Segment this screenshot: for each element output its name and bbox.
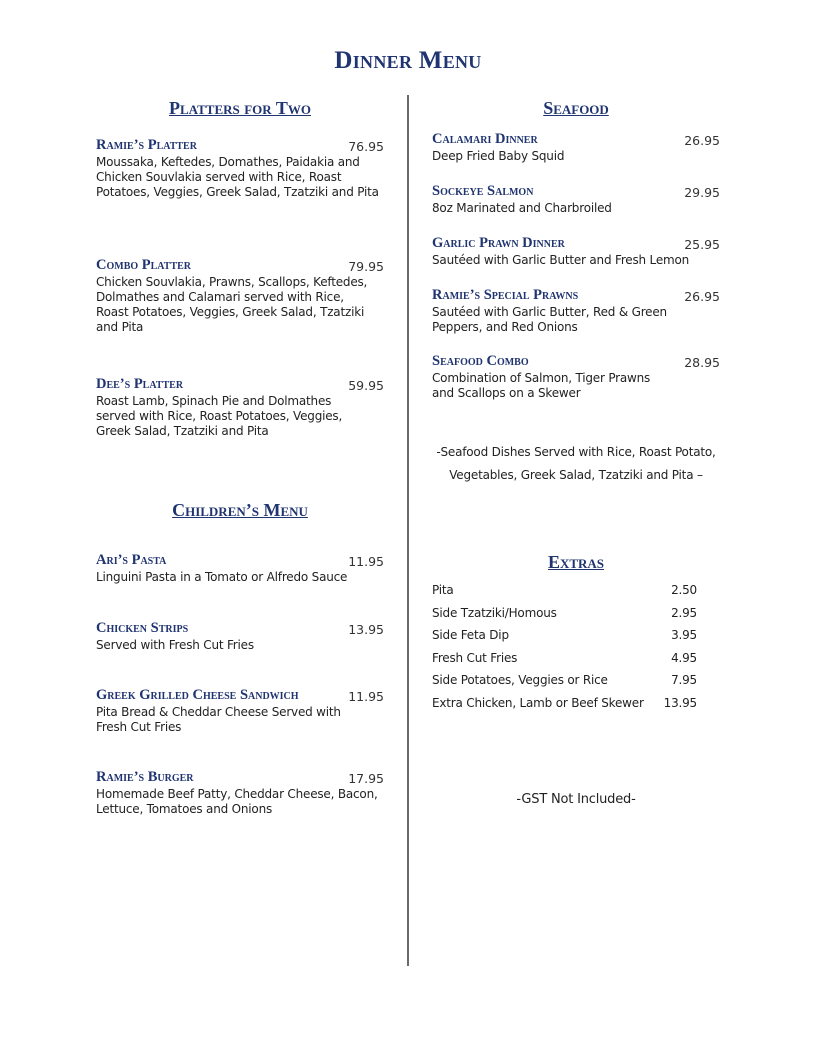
item-name: Dee’s Platter [96,376,184,392]
platters-heading: Platters for Two [169,98,311,118]
menu-item-calamari-dinner [432,131,720,164]
gst-note: -GST Not Included- [516,792,636,807]
item-name: Greek Grilled Cheese Sandwich [96,687,299,703]
item-price: 17.95 [348,771,384,786]
extra-price: 2.50 [671,583,697,597]
item-price: 28.95 [684,355,720,370]
item-desc: Roast Lamb, Spinach Pie and Dolmathes served with Rice, Roast Potatoes, Veggies, Greek Salad, Tzatziki and Pita [96,394,343,438]
extra-price: 13.95 [663,696,697,710]
extra-name: Side Tzatziki/Homous [432,606,557,620]
item-desc: Homemade Beef Patty, Cheddar Cheese, Bacon, Lettuce, Tomatoes and Onions [96,787,378,816]
item-price: 11.95 [348,689,384,704]
item-name: Ramie’s Burger [96,769,194,785]
menu-item-aris-pasta [96,552,384,585]
extra-item-extra-skewer [432,696,697,710]
extra-name: Fresh Cut Fries [432,651,518,665]
extra-name: Side Potatoes, Veggies or Rice [432,673,608,687]
extra-price: 2.95 [671,606,697,620]
extra-item-fresh-cut-fries [432,651,697,665]
item-desc: Served with Fresh Cut Fries [96,638,254,652]
extra-name: Extra Chicken, Lamb or Beef Skewer [432,696,644,710]
item-price: 59.95 [348,378,384,393]
item-price: 26.95 [684,133,720,148]
page-title: Dinner Menu [334,47,482,74]
item-name: Sockeye Salmon [432,183,534,199]
extra-price: 3.95 [671,628,697,642]
item-desc: Deep Fried Baby Squid [432,149,565,163]
menu-item-ramies-special-prawns [432,287,720,335]
childrens-menu-heading: Children’s Menu [172,500,308,520]
item-price: 29.95 [684,185,720,200]
seafood-heading: Seafood [543,98,609,118]
extra-item-side-feta-dip [432,628,697,642]
menu-item-seafood-combo [432,353,720,401]
extra-item-side-tzatziki [432,606,697,620]
seafood-note-line1: -Seafood Dishes Served with Rice, Roast Potato, [436,445,716,459]
extra-name: Pita [432,583,454,597]
item-name: Calamari Dinner [432,131,538,147]
item-name: Ari’s Pasta [96,552,167,568]
item-name: Garlic Prawn Dinner [432,235,565,251]
column-divider [407,95,409,966]
menu-item-ramies-platter [96,137,384,200]
menu-item-ramies-burger [96,769,384,817]
seafood-note-line2: Vegetables, Greek Salad, Tzatziki and Pita – [449,468,703,482]
menu-item-chicken-strips [96,620,384,653]
menu-item-sockeye-salmon [432,183,720,216]
extras-heading: Extras [547,552,605,572]
item-name: Seafood Combo [432,353,529,369]
item-price: 13.95 [348,622,384,637]
menu-item-combo-platter [96,257,384,335]
extra-item-side-potatoes [432,673,697,687]
item-desc: Moussaka, Keftedes, Domathes, Paidakia and Chicken Souvlakia served with Rice, Roast Potatoes, Veggies, Greek Salad, Tzatziki and Pita [96,155,379,199]
item-desc: Pita Bread & Cheddar Cheese Served with Fresh Cut Fries [96,705,341,734]
item-name: Combo Platter [96,257,191,273]
menu-item-dees-platter [96,376,384,439]
item-desc: Chicken Souvlakia, Prawns, Scallops, Keftedes, Dolmathes and Calamari served with Rice, Roast Potatoes, Veggies, Greek Salad, Tzatziki and Pita [96,275,368,334]
item-name: Ramie’s Special Prawns [432,287,579,303]
item-desc: 8oz Marinated and Charbroiled [432,201,612,215]
menu-item-greek-grilled-cheese [96,687,384,735]
item-desc: Sautéed with Garlic Butter and Fresh Lemon [432,253,690,267]
item-price: 26.95 [684,289,720,304]
extra-item-pita [432,583,697,597]
extra-price: 7.95 [671,673,697,687]
item-price: 25.95 [684,237,720,252]
item-price: 79.95 [348,259,384,274]
item-desc: Sautéed with Garlic Butter, Red & Green Peppers, and Red Onions [432,305,667,334]
item-desc: Combination of Salmon, Tiger Prawns and Scallops on a Skewer [432,371,651,400]
extra-name: Side Feta Dip [432,628,509,642]
item-name: Ramie’s Platter [96,137,197,153]
item-desc: Linguini Pasta in a Tomato or Alfredo Sauce [96,570,348,584]
item-price: 76.95 [348,139,384,154]
item-price: 11.95 [348,554,384,569]
extra-price: 4.95 [671,651,697,665]
menu-item-garlic-prawn-dinner [432,235,720,268]
item-name: Chicken Strips [96,620,189,636]
